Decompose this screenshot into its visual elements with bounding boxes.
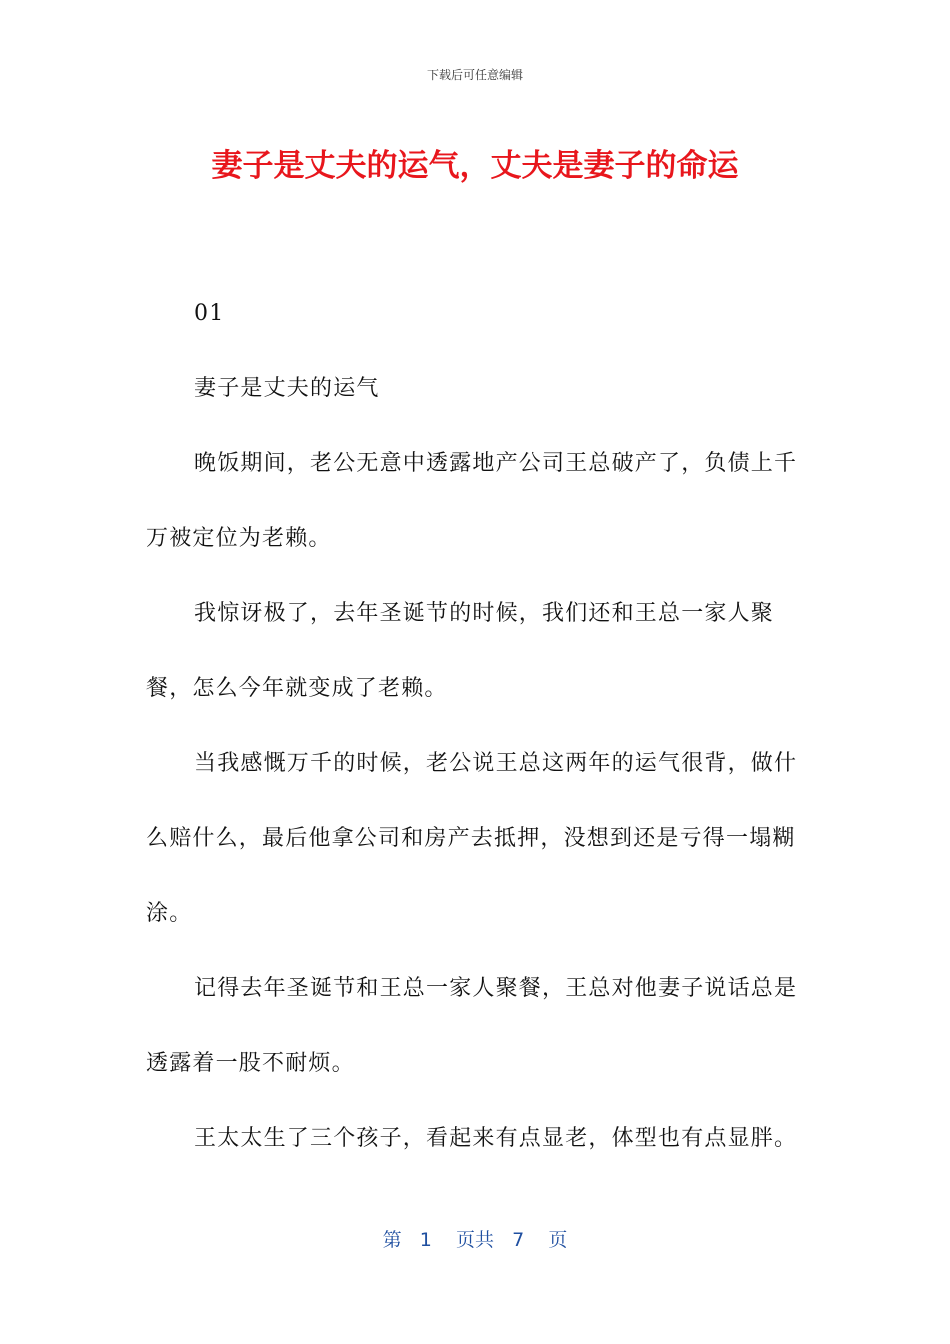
paragraph: 记得去年圣诞节和王总一家人聚餐，王总对他妻子说话总是透露着一股不耐烦。 bbox=[146, 976, 798, 1076]
page-footer bbox=[0, 1225, 950, 1252]
paragraph: 王太太生了三个孩子，看起来有点显老，体型也有点显胖。 bbox=[194, 1126, 798, 1151]
paragraph: 当我感慨万千的时候，老公说王总这两年的运气很背，做什么赔什么，最后他拿公司和房产去抵押，没想到还是亏得一塌糊涂。 bbox=[146, 751, 798, 926]
document-body bbox=[146, 276, 806, 1176]
document-title: 妻子是丈夫的运气，丈夫是妻子的命运 bbox=[211, 148, 739, 184]
total-pages-number: 7 bbox=[512, 1229, 525, 1251]
current-page-number: 1 bbox=[419, 1229, 432, 1251]
paragraph-subheading: 妻子是丈夫的运气 bbox=[194, 376, 380, 401]
header-note: 下载后可任意编辑 bbox=[426, 68, 523, 82]
page-label-prefix: 第 bbox=[382, 1229, 402, 1251]
paragraph-section-number: 01 bbox=[194, 301, 225, 326]
paragraph: 晚饭期间，老公无意中透露地产公司王总破产了，负债上千万被定位为老赖。 bbox=[146, 451, 798, 551]
paragraph: 我惊讶极了，去年圣诞节的时候，我们还和王总一家人聚餐，怎么今年就变成了老赖。 bbox=[146, 601, 775, 701]
page-label-suffix: 页 bbox=[548, 1229, 568, 1251]
page-label-middle: 页共 bbox=[455, 1229, 494, 1251]
